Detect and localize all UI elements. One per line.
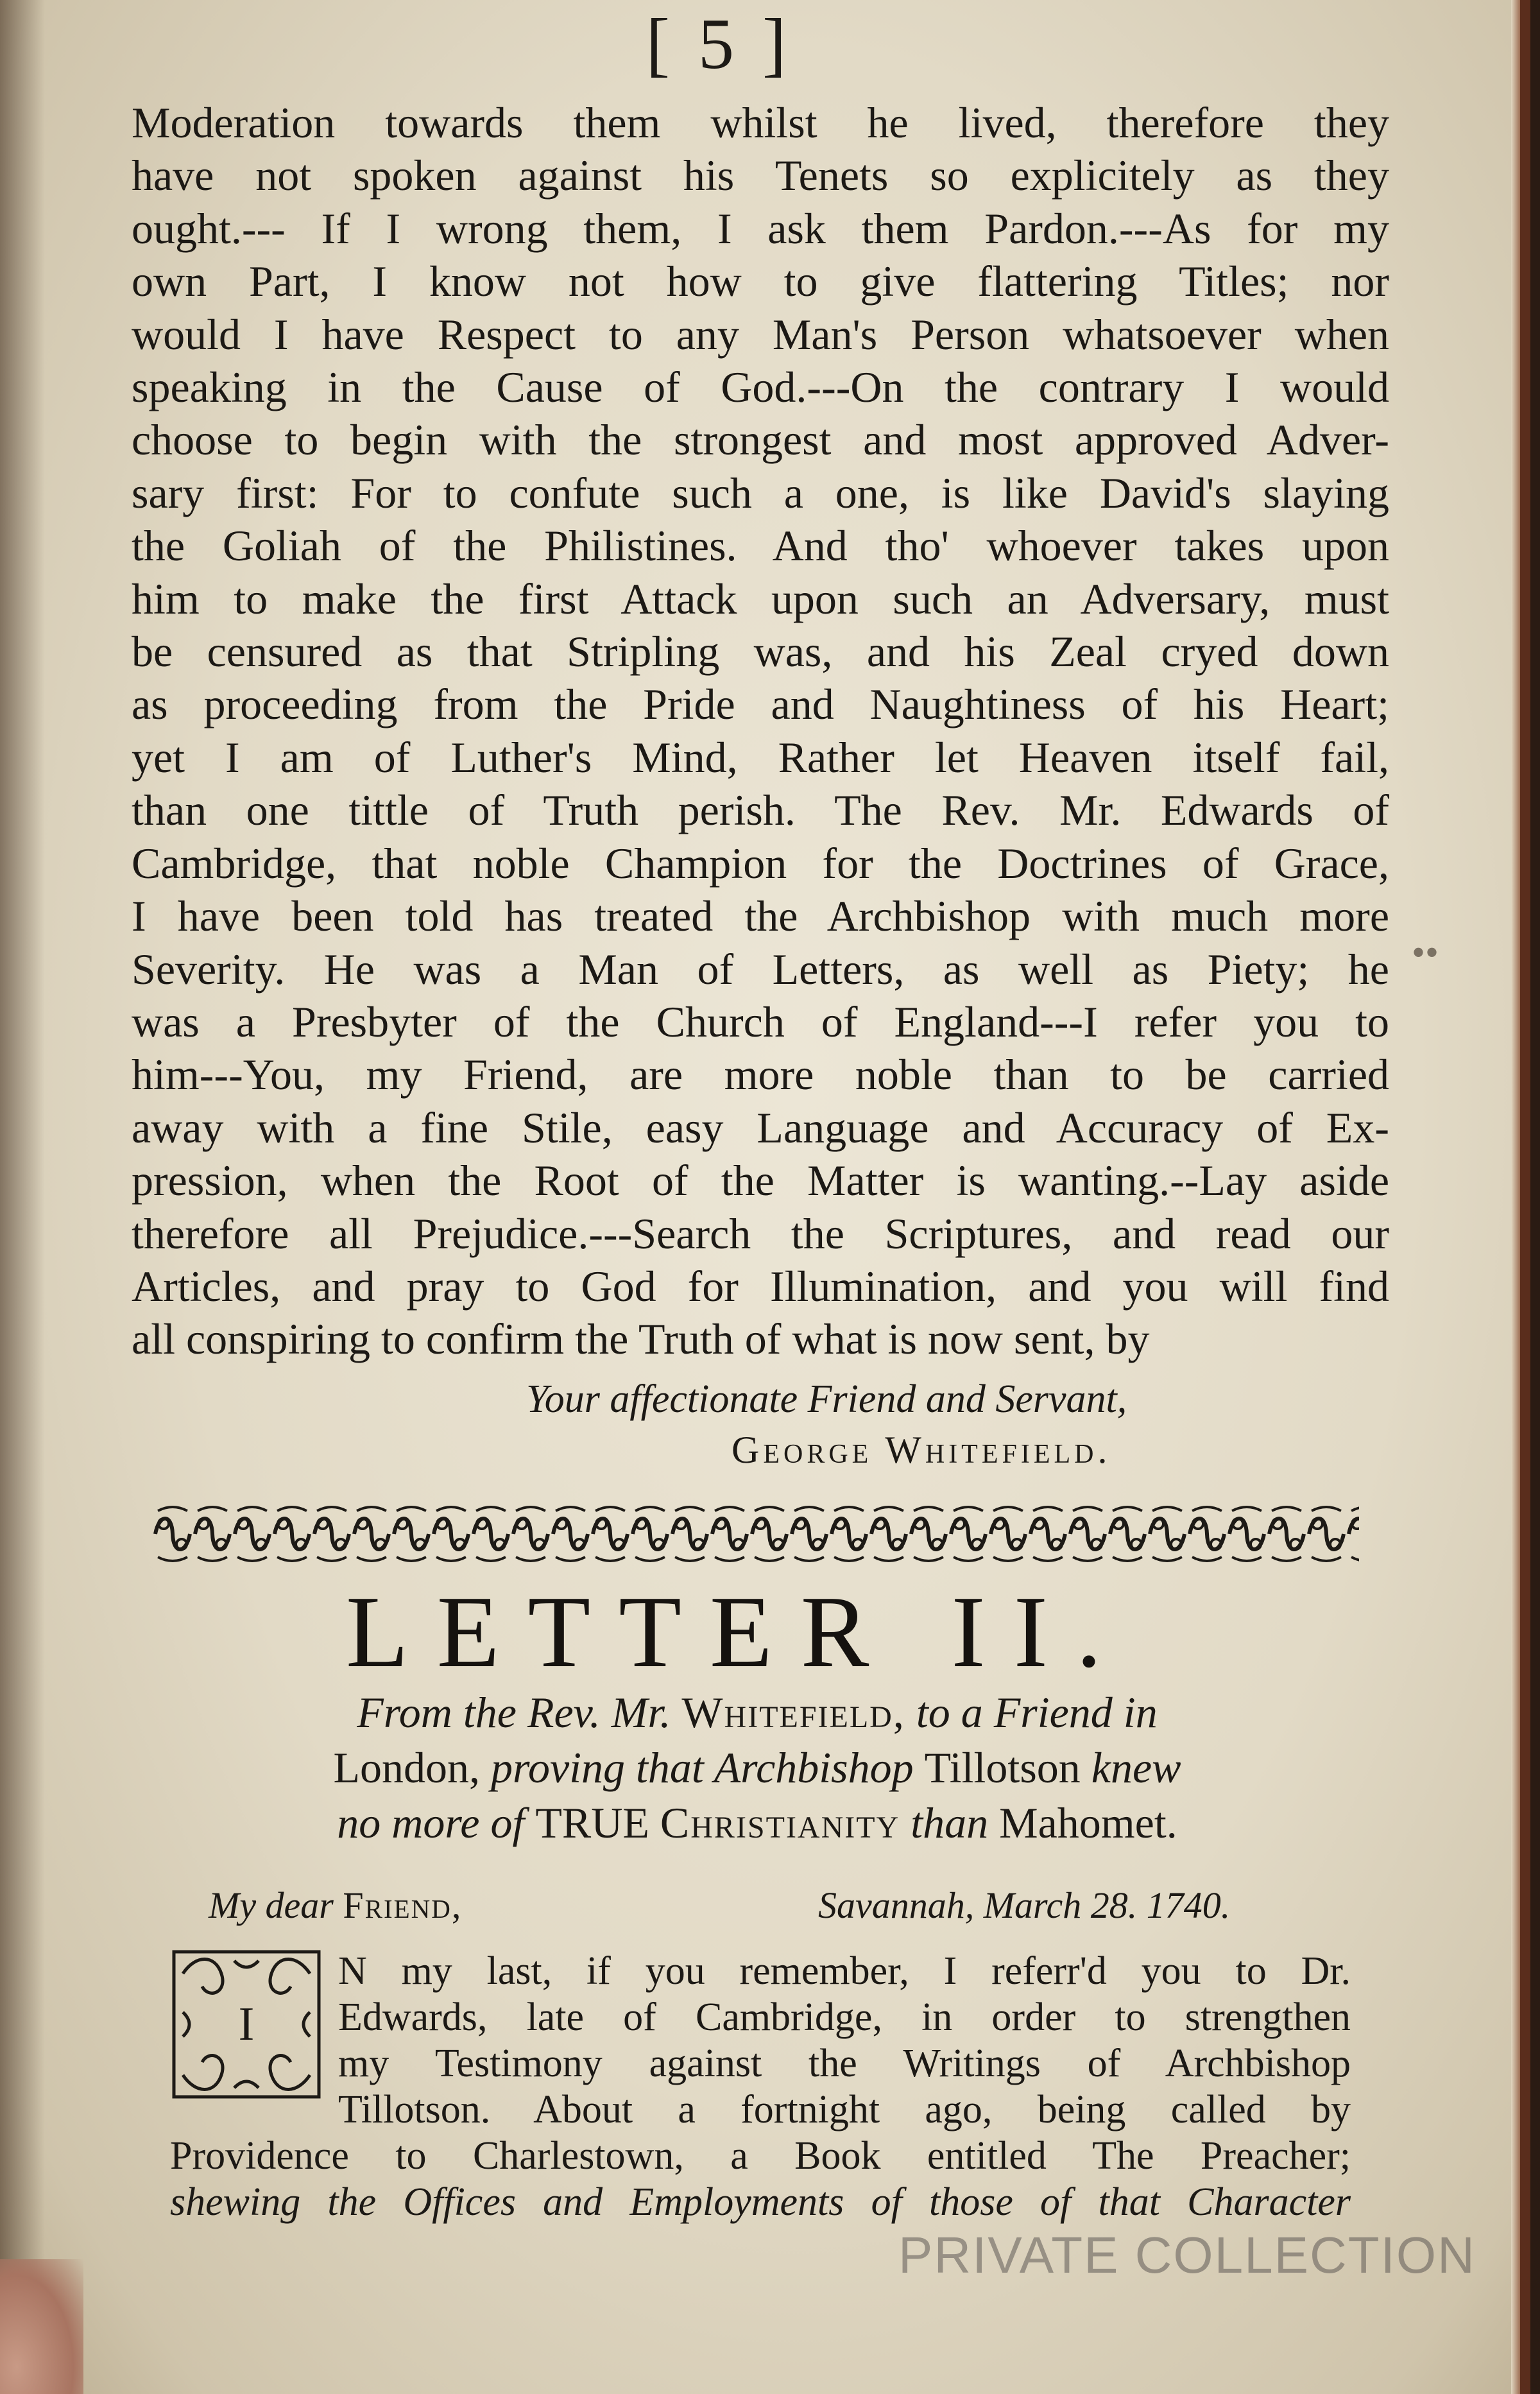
text-line: have not spoken against his Tenets so explicitely as they (132, 151, 1389, 200)
text-line: therefore all Prejudice.---Search the Scriptures, and read our (132, 1209, 1389, 1258)
subtitle-fragment: to a Friend in (916, 1688, 1158, 1737)
letter-line: Tillotson. About a fortnight ago, being called by (338, 2088, 1351, 2131)
text-line: yet I am of Luther's Mind, Rather let Heaven itself fail, (132, 732, 1389, 782)
subtitle-fragment: London, (333, 1743, 481, 1792)
subtitle-line (154, 1685, 1360, 1740)
dateline: Savannah, March 28. 1740. (818, 1884, 1231, 1926)
book-cover-edge (1520, 0, 1530, 2394)
text-line: all conspiring to confirm the Truth of what is now sent, by (132, 1314, 1150, 1364)
subtitle-fragment: TRUE (535, 1798, 649, 1847)
text-line: Moderation towards them whilst he lived, therefore they (132, 98, 1389, 147)
body-text (132, 96, 1389, 1366)
watermark: PRIVATE COLLECTION (898, 2226, 1476, 2284)
text-line: own Part, I know not how to give flattering Titles; nor (132, 257, 1389, 306)
text-line: be censured as that Stripling was, and his Zeal cryed down (132, 627, 1389, 676)
letter-line: Edwards, late of Cambridge, in order to strengthen (338, 1995, 1351, 2039)
subtitle-fragment: than (911, 1798, 989, 1847)
text-line: speaking in the Cause of God.---On the contrary I would (132, 363, 1389, 412)
text-line: him---You, my Friend, are more noble than to be carried (132, 1050, 1389, 1099)
subtitle-fragment: Christianity (660, 1798, 900, 1847)
letter-subtitle (154, 1685, 1360, 1850)
subtitle-fragment: no more of (337, 1798, 525, 1847)
salutation (209, 1884, 462, 1927)
text-line: choose to begin with the strongest and most approved Adver- (132, 415, 1389, 465)
salutation-text: Friend, (343, 1884, 463, 1926)
letter-line: Providence to Charlestown, a Book entitled The Preacher; (170, 2134, 1351, 2178)
text-line: than one tittle of Truth perish. The Rev. Mr. Edwards of (132, 786, 1389, 835)
text-line: away with a fine Stile, easy Language and Accuracy of Ex- (132, 1103, 1389, 1152)
thumb (0, 2259, 83, 2394)
salutation-text: My dear (209, 1884, 334, 1926)
letter-line: shewing the Offices and Employments of those of that Character (170, 2180, 1351, 2224)
subtitle-fragment: From the Rev. Mr. (357, 1688, 671, 1737)
letter-body (170, 1948, 1351, 2225)
subtitle-line (154, 1740, 1360, 1795)
signature: George Whitefield. (732, 1429, 1111, 1471)
text-line: Cambridge, that noble Champion for the Doctrines of Grace, (132, 838, 1389, 888)
page-number: [ 5 ] (646, 4, 792, 84)
drop-cap-letter: I (238, 1998, 255, 2051)
letter-heading: LETTER II. (346, 1574, 1130, 1689)
subtitle-fragment: knew (1091, 1743, 1181, 1792)
ornamental-border (153, 1502, 1359, 1566)
text-line: as proceeding from the Pride and Naughtiness of his Heart; (132, 680, 1389, 729)
subtitle-fragment: Whitefield, (681, 1688, 905, 1737)
subtitle-line (154, 1795, 1360, 1850)
subtitle-fragment: Mahomet. (999, 1798, 1177, 1847)
spine-shadow (0, 0, 45, 2394)
subtitle-fragment: proving that Archbishop (491, 1743, 914, 1792)
text-line: I have been told has treated the Archbishop with much more (132, 891, 1389, 941)
text-line: pression, when the Root of the Matter is wanting.--Lay aside (132, 1156, 1389, 1205)
text-line: would I have Respect to any Man's Person whatsoever when (132, 309, 1389, 359)
text-line: was a Presbyter of the Church of England---I refer you to (132, 997, 1389, 1046)
text-line: the Goliah of the Philistines. And tho' whoever takes upon (132, 521, 1389, 571)
ink-smudge: •• (1412, 931, 1439, 974)
text-line: Severity. He was a Man of Letters, as well as Piety; he (132, 944, 1389, 994)
text-line: ought.--- If I wrong them, I ask them Pardon.---As for my (132, 203, 1389, 253)
text-line: Articles, and pray to God for Illumination, and you will find (132, 1261, 1389, 1311)
letter-line: my Testimony against the Writings of Archbishop (338, 2042, 1351, 2085)
text-line: sary first: For to confute such a one, is like David's slaying (132, 468, 1389, 517)
text-line: him to make the first Attack upon such an Adversary, must (132, 574, 1389, 623)
letter-line: N my last, if you remember, I referr'd you to Dr. (338, 1949, 1351, 1993)
closing-phrase: Your affectionate Friend and Servant, (526, 1377, 1127, 1421)
subtitle-fragment: Tillotson (924, 1743, 1081, 1792)
